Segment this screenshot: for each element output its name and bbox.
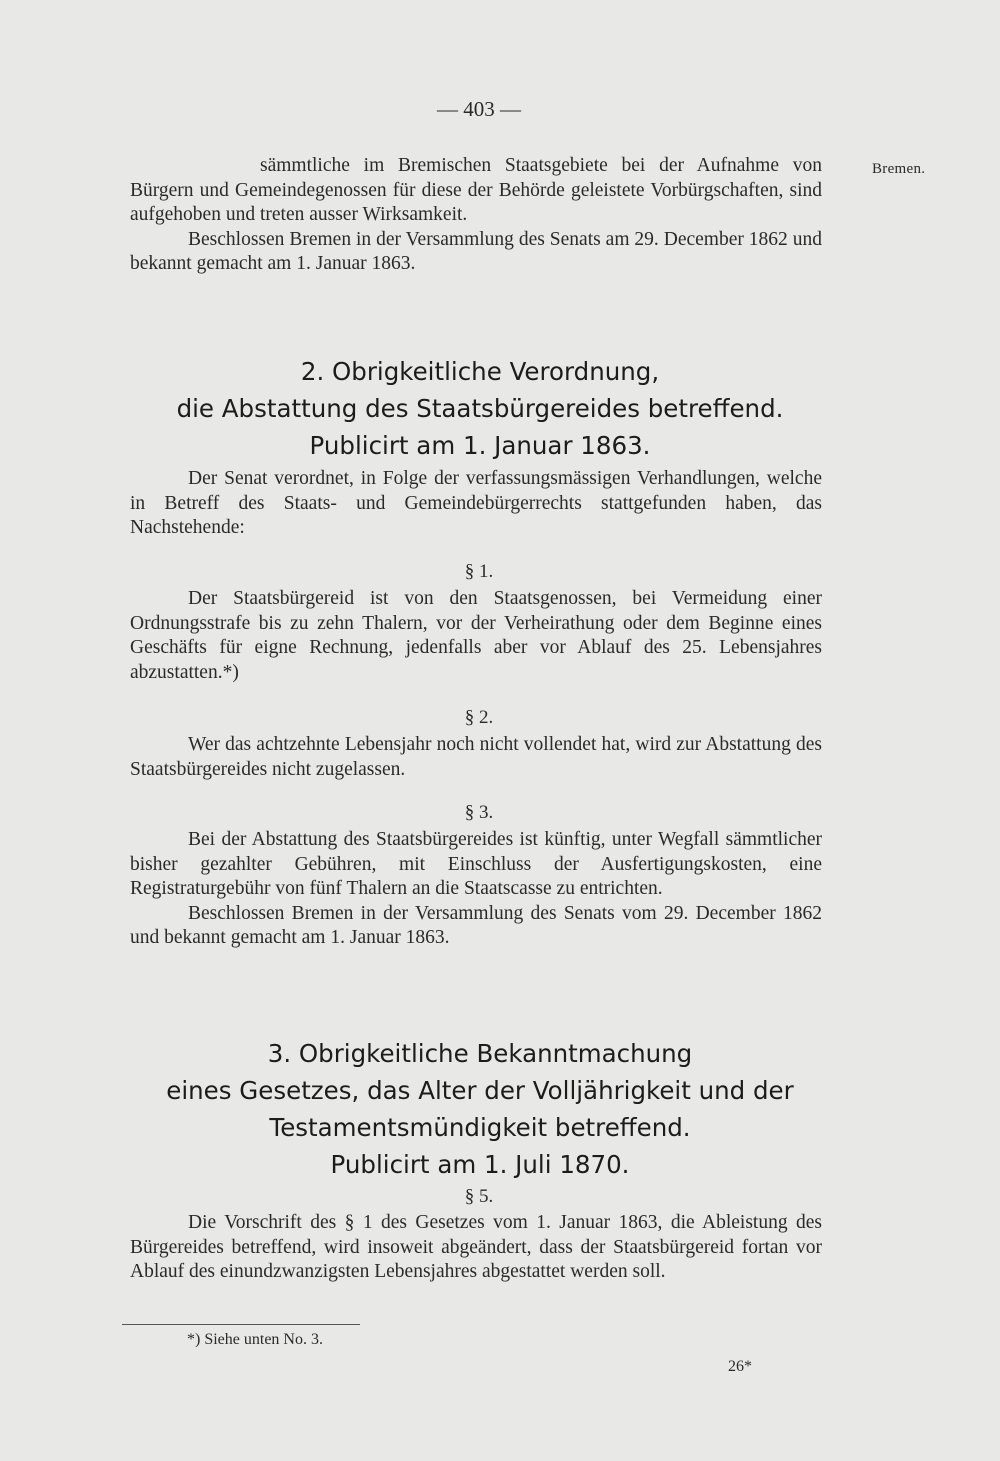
- section2-heading-line2: die Abstattung des Staatsbürgereides betreffend.: [176, 394, 784, 423]
- margin-note: Bremen.: [872, 161, 926, 177]
- section3-heading: [120, 1035, 840, 1183]
- intro-continuation: sämmtliche im Bremischen Staatsgebiete bei der Aufnahme von Bürgern und Gemeindegenossen für diese der Behörde geleistete Vorbürgschaften, sind aufgehoben und treten ausser Wirksamkeit.: [130, 155, 822, 225]
- section3-heading-line2: eines Gesetzes, das Alter der Volljährigkeit und der: [166, 1076, 794, 1105]
- paragraph3-text: Bei der Abstattung des Staatsbürgereides ist künftig, unter Wegfall sämmtlicher bisher gezahlter Gebühren, mit Einschluss der Ausfertigungskosten, eine Registraturgebühr von fünf Thalern an die Staatscasse zu entrichten.: [130, 829, 822, 899]
- paragraph2-block: [130, 733, 822, 782]
- paragraph3-block: [130, 828, 822, 951]
- section3-heading-line1: 3. Obrigkeitliche Bekanntmachung: [267, 1039, 693, 1068]
- paragraph2-text: Wer das achtzehnte Lebensjahr noch nicht vollendet hat, wird zur Abstattung des Staatsbürgereides nicht zugelassen.: [130, 734, 822, 780]
- intro-resolution: Beschlossen Bremen in der Versammlung des Senats am 29. December 1862 und bekannt gemacht am 1. Januar 1863.: [130, 228, 822, 274]
- section2-preamble-block: [130, 467, 822, 541]
- section3-heading-line4: Publicirt am 1. Juli 1870.: [330, 1150, 630, 1179]
- paragraph2-mark: § 2.: [464, 707, 494, 728]
- footnote-rule: [122, 1324, 360, 1325]
- paragraph1-text: Der Staatsbürgereid ist von den Staatsgenossen, bei Vermeidung einer Ordnungsstrafe bis zu zehn Thalern, vor der Verheirathung oder dem Beginne eines Geschäfts für eigne Rechnung, jedenfalls aber vor Ablauf des 25. Lebensjahres abzustatten.*): [130, 588, 822, 683]
- paragraph5-block: [130, 1211, 822, 1285]
- section2-heading-line3: Publicirt am 1. Januar 1863.: [309, 431, 651, 460]
- section2-preamble: Der Senat verordnet, in Folge der verfassungsmässigen Verhandlungen, welche in Betreff des Staats- und Gemeindebürgerrechts stattgefunden haben, das Nachstehende:: [130, 468, 822, 538]
- section2-heading-line1: 2. Obrigkeitliche Verordnung,: [300, 357, 660, 386]
- paragraph1-block: [130, 587, 822, 685]
- signature-mark: 26*: [728, 1358, 752, 1375]
- paragraph3-mark: § 3.: [464, 802, 494, 823]
- section2-heading: [120, 353, 840, 464]
- page-number: — 403 —: [437, 97, 521, 121]
- paragraph1-mark: § 1.: [464, 561, 494, 582]
- section2-resolution: Beschlossen Bremen in der Versammlung des Senats vom 29. December 1862 und bekannt gemacht am 1. Januar 1863.: [130, 902, 822, 948]
- intro-block: [130, 154, 822, 277]
- section3-heading-line3: Testamentsmündigkeit betreffend.: [269, 1113, 691, 1142]
- paragraph5-mark: § 5.: [464, 1186, 494, 1207]
- paragraph5-text: Die Vorschrift des § 1 des Gesetzes vom 1. Januar 1863, die Ableistung des Bürgereides betreffend, wird insoweit abgeändert, dass der Staatsbürgereid fortan vor Ablauf des einundzwanzigsten Lebensjahres abgestattet werden soll.: [130, 1212, 822, 1282]
- footnote: *) Siehe unten No. 3.: [187, 1331, 323, 1348]
